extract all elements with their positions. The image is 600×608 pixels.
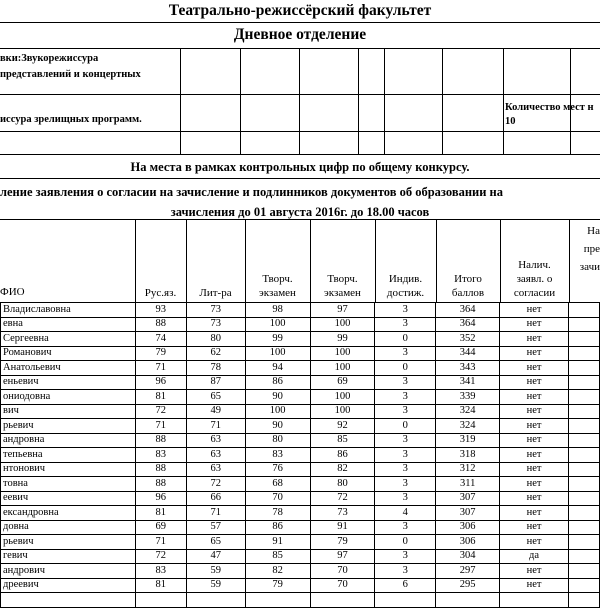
cell-tv2: 70 bbox=[310, 578, 375, 593]
cell-rus: 79 bbox=[135, 346, 186, 361]
cell-tv1: 99 bbox=[245, 332, 310, 347]
cell-lit: 65 bbox=[186, 390, 245, 405]
cell-tv2: 80 bbox=[310, 477, 375, 492]
competition-notice: На места в рамках контрольных цифр по общему конкурсу. bbox=[130, 160, 470, 174]
cell-consent: нет bbox=[500, 535, 569, 550]
cell-ind: 3 bbox=[375, 462, 436, 477]
cell-consent: нет bbox=[500, 477, 569, 492]
cell-rus: 88 bbox=[135, 477, 186, 492]
cell-consent: да bbox=[500, 549, 569, 564]
cell-total: 344 bbox=[436, 346, 500, 361]
cell-last bbox=[569, 346, 600, 361]
col-total-line2: баллов bbox=[451, 287, 485, 299]
cell-consent: нет bbox=[500, 448, 569, 463]
col-ind-line2: достиж. bbox=[386, 287, 425, 299]
col-last-line2: пре bbox=[583, 243, 600, 255]
cell-total: 343 bbox=[436, 361, 500, 376]
direction-line2: представлений и концертных bbox=[0, 69, 141, 80]
cell-tv1: 91 bbox=[245, 535, 310, 550]
cell-rus: 81 bbox=[135, 390, 186, 405]
cell-ind: 0 bbox=[375, 419, 436, 434]
cell-fio: довна bbox=[1, 520, 136, 535]
table-row bbox=[1, 462, 600, 477]
deadline-notice-line2: зачисления до 01 августа 2016г. до 18.00 часов bbox=[170, 205, 430, 219]
cell-ind: 3 bbox=[375, 477, 436, 492]
cell-last bbox=[569, 361, 600, 376]
cell-tv1: 86 bbox=[245, 520, 310, 535]
cell-fio: вич bbox=[1, 404, 136, 419]
col-consent-header bbox=[500, 258, 569, 300]
cell-lit: 73 bbox=[186, 317, 245, 332]
cell-rus: 71 bbox=[135, 361, 186, 376]
cell-total: 324 bbox=[436, 419, 500, 434]
cell-tv2: 91 bbox=[310, 520, 375, 535]
cell-lit: 47 bbox=[186, 549, 245, 564]
cell-lit: 71 bbox=[186, 506, 245, 521]
cell-lit: 63 bbox=[186, 448, 245, 463]
deadline-notice-line1: ление заявления о согласии на зачисление и подлинников документов об образовании на bbox=[0, 185, 504, 199]
cell-ind: 3 bbox=[375, 317, 436, 332]
col-tv2-line2: экзамен bbox=[324, 287, 361, 299]
cell-consent: нет bbox=[500, 332, 569, 347]
grid-line bbox=[180, 48, 181, 154]
cell-consent: нет bbox=[500, 303, 569, 318]
cell-fio: тепьевна bbox=[1, 448, 136, 463]
col-consent-line2: заявл. о bbox=[516, 273, 553, 285]
table-row bbox=[1, 404, 600, 419]
cell-rus: 81 bbox=[135, 578, 186, 593]
cell-fio: рьевич bbox=[1, 535, 136, 550]
cell-last bbox=[569, 491, 600, 506]
grid-line bbox=[570, 48, 571, 154]
col-consent-line1: Налич. bbox=[518, 259, 551, 271]
cell-lit: 59 bbox=[186, 564, 245, 579]
cell-ind: 6 bbox=[375, 578, 436, 593]
col-ind-header bbox=[375, 272, 436, 300]
col-lit-header: Лит-ра bbox=[199, 287, 232, 299]
cell-total: 339 bbox=[436, 390, 500, 405]
cell-tv2: 97 bbox=[310, 303, 375, 318]
grid-line bbox=[503, 48, 504, 154]
cell-total: 324 bbox=[436, 404, 500, 419]
col-rus-header: Рус.яз. bbox=[144, 287, 177, 299]
cell-consent: нет bbox=[500, 491, 569, 506]
table-row bbox=[1, 549, 600, 564]
cell-lit: 63 bbox=[186, 462, 245, 477]
divider bbox=[0, 48, 600, 49]
cell-rus: 69 bbox=[135, 520, 186, 535]
cell-fio: андровна bbox=[1, 433, 136, 448]
col-total-header bbox=[436, 272, 500, 300]
col-fio-header: ФИО bbox=[0, 286, 25, 298]
cell-last bbox=[569, 520, 600, 535]
cell-consent: нет bbox=[500, 506, 569, 521]
cell-tv2: 85 bbox=[310, 433, 375, 448]
cell-rus: 74 bbox=[135, 332, 186, 347]
cell-last bbox=[569, 535, 600, 550]
cell-lit: 87 bbox=[186, 375, 245, 390]
grid-line bbox=[0, 94, 600, 95]
table-row bbox=[1, 578, 600, 593]
cell-last bbox=[569, 549, 600, 564]
cell-lit: 63 bbox=[186, 433, 245, 448]
cell-lit: 72 bbox=[186, 477, 245, 492]
table-row bbox=[1, 375, 600, 390]
cell-ind: 4 bbox=[375, 506, 436, 521]
cell-total: 307 bbox=[436, 506, 500, 521]
cell-lit: 57 bbox=[186, 520, 245, 535]
direction-line1: вки:Звукорежиссура bbox=[0, 53, 99, 64]
cell-last bbox=[569, 564, 600, 579]
cell-last bbox=[569, 448, 600, 463]
cell-rus: 72 bbox=[135, 404, 186, 419]
cell-consent: нет bbox=[500, 419, 569, 434]
cell-tv1: 76 bbox=[245, 462, 310, 477]
cell-tv1: 100 bbox=[245, 404, 310, 419]
table-row bbox=[1, 317, 600, 332]
cell-last bbox=[569, 303, 600, 318]
cell-ind: 3 bbox=[375, 564, 436, 579]
cell-lit: 59 bbox=[186, 578, 245, 593]
cell-tv2: 99 bbox=[310, 332, 375, 347]
cell-consent: нет bbox=[500, 361, 569, 376]
cell-consent: нет bbox=[500, 578, 569, 593]
cell-lit: 80 bbox=[186, 332, 245, 347]
cell-last bbox=[569, 390, 600, 405]
cell-tv2: 100 bbox=[310, 317, 375, 332]
cell-tv2: 100 bbox=[310, 361, 375, 376]
cell-rus: 96 bbox=[135, 375, 186, 390]
col-consent-line3: согласии bbox=[513, 287, 556, 299]
cell-tv1: 68 bbox=[245, 477, 310, 492]
col-tv1-line1: Творч. bbox=[262, 273, 293, 285]
cell-rus: 93 bbox=[135, 303, 186, 318]
cell-consent: нет bbox=[500, 346, 569, 361]
cell-consent: нет bbox=[500, 317, 569, 332]
cell-fio: рьевич bbox=[1, 419, 136, 434]
cell-total: 306 bbox=[436, 520, 500, 535]
cell-tv2: 100 bbox=[310, 404, 375, 419]
grid-line bbox=[0, 219, 600, 220]
cell-total: 319 bbox=[436, 433, 500, 448]
cell-total: 364 bbox=[436, 317, 500, 332]
cell-tv1: 98 bbox=[245, 303, 310, 318]
cell-fio: дреевич bbox=[1, 578, 136, 593]
cell-consent: нет bbox=[500, 390, 569, 405]
cell-fio: Владиславовна bbox=[1, 303, 136, 318]
cell-rus: 88 bbox=[135, 433, 186, 448]
cell-ind: 3 bbox=[375, 375, 436, 390]
grid-line bbox=[358, 48, 359, 154]
cell-last bbox=[569, 477, 600, 492]
cell-total: 295 bbox=[436, 578, 500, 593]
cell-lit: 62 bbox=[186, 346, 245, 361]
grid-line bbox=[0, 178, 600, 179]
grid-line bbox=[299, 48, 300, 154]
cell-total: 341 bbox=[436, 375, 500, 390]
cell-fio: ександровна bbox=[1, 506, 136, 521]
cell-last bbox=[569, 404, 600, 419]
col-ind-line1: Индив. bbox=[388, 273, 423, 285]
cell-tv1: 85 bbox=[245, 549, 310, 564]
cell-rus: 83 bbox=[135, 564, 186, 579]
cell-fio: евна bbox=[1, 317, 136, 332]
cell-last bbox=[569, 375, 600, 390]
cell-ind: 3 bbox=[375, 346, 436, 361]
col-tv1-line2: экзамен bbox=[259, 287, 296, 299]
cell-lit: 66 bbox=[186, 491, 245, 506]
applicants-table bbox=[0, 302, 600, 608]
table-row bbox=[1, 390, 600, 405]
cell-rus: 72 bbox=[135, 549, 186, 564]
table-row bbox=[1, 491, 600, 506]
cell-consent: нет bbox=[500, 564, 569, 579]
cell-consent: нет bbox=[500, 462, 569, 477]
cell-ind: 0 bbox=[375, 535, 436, 550]
cell-ind: 3 bbox=[375, 491, 436, 506]
cell-consent: нет bbox=[500, 433, 569, 448]
cell-fio: нтонович bbox=[1, 462, 136, 477]
profile-text: иссура зрелищных программ. bbox=[0, 114, 142, 125]
cell-tv2: 73 bbox=[310, 506, 375, 521]
cell-ind: 3 bbox=[375, 549, 436, 564]
table-row bbox=[1, 535, 600, 550]
cell-total: 306 bbox=[436, 535, 500, 550]
cell-fio: товна bbox=[1, 477, 136, 492]
grid-line bbox=[442, 48, 443, 154]
grid-line bbox=[0, 154, 600, 155]
cell-rus: 88 bbox=[135, 317, 186, 332]
cell-rus: 71 bbox=[135, 419, 186, 434]
cell-fio: Анатольевич bbox=[1, 361, 136, 376]
cell-tv1: 90 bbox=[245, 390, 310, 405]
table-row bbox=[1, 448, 600, 463]
cell-consent: нет bbox=[500, 375, 569, 390]
cell-tv2: 100 bbox=[310, 390, 375, 405]
cell-tv1: 80 bbox=[245, 433, 310, 448]
cell-ind: 3 bbox=[375, 448, 436, 463]
grid-line bbox=[240, 48, 241, 154]
seats-label: Количество мест н bbox=[505, 102, 594, 113]
cell-total: 352 bbox=[436, 332, 500, 347]
cell-tv1: 83 bbox=[245, 448, 310, 463]
cell-tv2: 70 bbox=[310, 564, 375, 579]
cell-rus: 88 bbox=[135, 462, 186, 477]
cell-total: 307 bbox=[436, 491, 500, 506]
cell-fio: еньевич bbox=[1, 375, 136, 390]
cell-tv1: 94 bbox=[245, 361, 310, 376]
table-row bbox=[1, 332, 600, 347]
table-row bbox=[1, 520, 600, 535]
department-title: Дневное отделение bbox=[233, 26, 367, 43]
cell-tv1: 100 bbox=[245, 317, 310, 332]
table-row bbox=[1, 477, 600, 492]
cell-rus: 83 bbox=[135, 448, 186, 463]
cell-rus: 96 bbox=[135, 491, 186, 506]
cell-tv1: 90 bbox=[245, 419, 310, 434]
cell-fio: гевич bbox=[1, 549, 136, 564]
cell-ind: 0 bbox=[375, 361, 436, 376]
cell-tv1: 82 bbox=[245, 564, 310, 579]
cell-ind: 0 bbox=[375, 332, 436, 347]
cell-rus: 71 bbox=[135, 535, 186, 550]
cell-total: 304 bbox=[436, 549, 500, 564]
cell-last bbox=[569, 317, 600, 332]
cell-ind: 3 bbox=[375, 303, 436, 318]
divider bbox=[0, 22, 600, 23]
cell-fio: ониодовна bbox=[1, 390, 136, 405]
cell-tv2: 82 bbox=[310, 462, 375, 477]
grid-line bbox=[384, 48, 385, 154]
table-row bbox=[1, 564, 600, 579]
cell-total: 312 bbox=[436, 462, 500, 477]
table-row bbox=[1, 346, 600, 361]
cell-tv1: 86 bbox=[245, 375, 310, 390]
cell-last bbox=[569, 433, 600, 448]
cell-rus: 81 bbox=[135, 506, 186, 521]
cell-last bbox=[569, 332, 600, 347]
cell-consent: нет bbox=[500, 520, 569, 535]
cell-lit: 49 bbox=[186, 404, 245, 419]
cell-total: 364 bbox=[436, 303, 500, 318]
col-tv2-header bbox=[310, 272, 375, 300]
seats-value: 10 bbox=[505, 116, 516, 127]
cell-ind: 3 bbox=[375, 390, 436, 405]
cell-fio: еевич bbox=[1, 491, 136, 506]
cell-total: 318 bbox=[436, 448, 500, 463]
cell-tv1: 70 bbox=[245, 491, 310, 506]
table-row bbox=[1, 361, 600, 376]
cell-fio: Романович bbox=[1, 346, 136, 361]
cell-tv2: 100 bbox=[310, 346, 375, 361]
cell-tv2: 79 bbox=[310, 535, 375, 550]
table-row bbox=[1, 419, 600, 434]
table-row bbox=[1, 506, 600, 521]
cell-tv2: 72 bbox=[310, 491, 375, 506]
col-tv1-header bbox=[245, 272, 310, 300]
cell-fio: андрович bbox=[1, 564, 136, 579]
cell-last bbox=[569, 578, 600, 593]
cell-tv2: 97 bbox=[310, 549, 375, 564]
col-tv2-line1: Творч. bbox=[327, 273, 358, 285]
col-last-header bbox=[569, 222, 600, 276]
cell-fio: Сергеевна bbox=[1, 332, 136, 347]
cell-last bbox=[569, 462, 600, 477]
cell-tv2: 92 bbox=[310, 419, 375, 434]
cell-last bbox=[569, 506, 600, 521]
cell-total: 297 bbox=[436, 564, 500, 579]
cell-lit: 78 bbox=[186, 361, 245, 376]
grid-line bbox=[0, 131, 600, 132]
cell-lit: 71 bbox=[186, 419, 245, 434]
cell-ind: 3 bbox=[375, 404, 436, 419]
cell-ind: 3 bbox=[375, 520, 436, 535]
col-last-line1: На bbox=[587, 225, 600, 237]
col-total-line1: Итого bbox=[454, 273, 482, 285]
cell-tv1: 78 bbox=[245, 506, 310, 521]
faculty-title: Театрально-режиссёрский факультет bbox=[168, 2, 432, 19]
cell-lit: 65 bbox=[186, 535, 245, 550]
cell-tv2: 86 bbox=[310, 448, 375, 463]
cell-ind: 3 bbox=[375, 433, 436, 448]
cell-lit: 73 bbox=[186, 303, 245, 318]
cell-last bbox=[569, 419, 600, 434]
table-row bbox=[1, 303, 600, 318]
cell-consent: нет bbox=[500, 404, 569, 419]
col-last-line3: зачи bbox=[579, 261, 600, 273]
cell-tv1: 100 bbox=[245, 346, 310, 361]
cell-tv2: 69 bbox=[310, 375, 375, 390]
table-row bbox=[1, 433, 600, 448]
cell-tv1: 79 bbox=[245, 578, 310, 593]
cell-total: 311 bbox=[436, 477, 500, 492]
